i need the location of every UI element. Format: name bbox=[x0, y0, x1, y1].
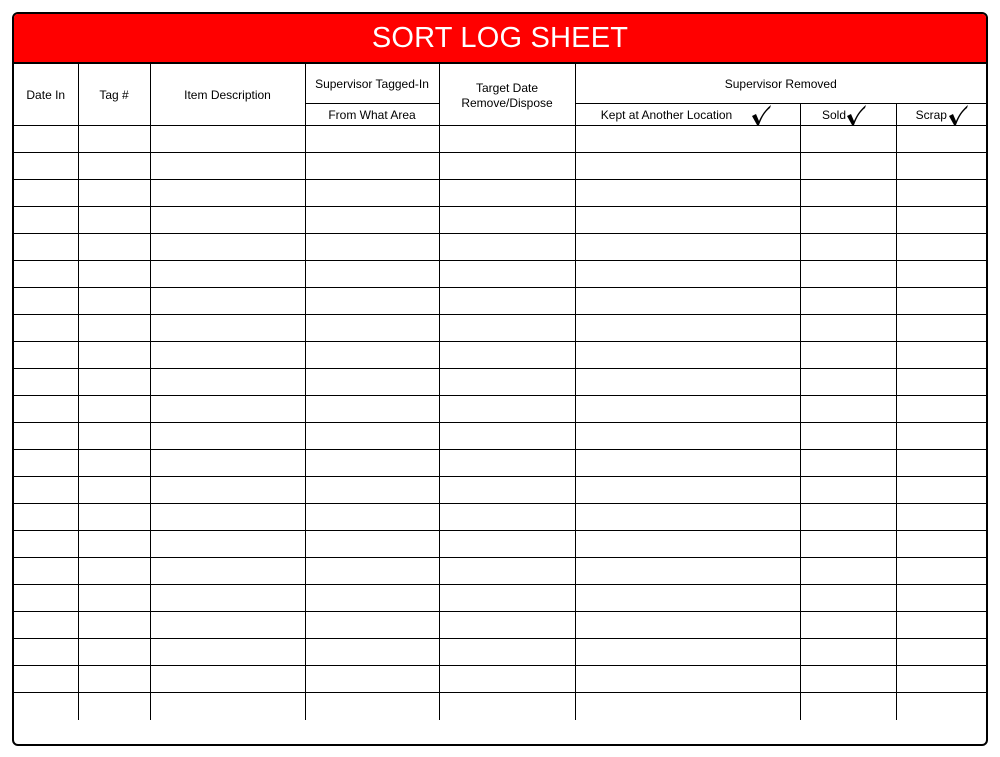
scrap-cell[interactable] bbox=[896, 342, 986, 369]
date-in-cell[interactable] bbox=[14, 396, 78, 423]
item-description-cell[interactable] bbox=[150, 342, 305, 369]
kept-at-another-location-cell[interactable] bbox=[575, 315, 800, 342]
tag-number-cell[interactable] bbox=[78, 450, 150, 477]
date-in-cell[interactable] bbox=[14, 612, 78, 639]
target-date-cell[interactable] bbox=[439, 342, 575, 369]
scrap-cell[interactable] bbox=[896, 396, 986, 423]
scrap-cell[interactable] bbox=[896, 288, 986, 315]
target-date-cell[interactable] bbox=[439, 450, 575, 477]
log-row bbox=[14, 342, 986, 369]
tag-number-cell[interactable] bbox=[78, 423, 150, 450]
log-row bbox=[14, 504, 986, 531]
target-date-cell[interactable] bbox=[439, 396, 575, 423]
from-what-area-cell[interactable] bbox=[305, 585, 439, 612]
tag-number-cell[interactable] bbox=[78, 666, 150, 693]
header-scrap-label: Scrap bbox=[915, 107, 947, 122]
target-date-cell[interactable] bbox=[439, 558, 575, 585]
header-target-date bbox=[439, 64, 575, 126]
from-what-area-cell[interactable] bbox=[305, 153, 439, 180]
from-what-area-cell[interactable] bbox=[305, 180, 439, 207]
from-what-area-cell[interactable] bbox=[305, 558, 439, 585]
checkmark-icon bbox=[947, 104, 969, 126]
date-in-cell[interactable] bbox=[14, 531, 78, 558]
log-row bbox=[14, 234, 986, 261]
sold-cell[interactable] bbox=[800, 450, 896, 477]
scrap-cell[interactable] bbox=[896, 207, 986, 234]
log-row bbox=[14, 261, 986, 288]
from-what-area-cell[interactable] bbox=[305, 639, 439, 666]
sheet-title: SORT LOG SHEET bbox=[371, 21, 629, 54]
kept-at-another-location-cell[interactable] bbox=[575, 504, 800, 531]
tag-number-cell[interactable] bbox=[78, 639, 150, 666]
from-what-area-cell[interactable] bbox=[305, 261, 439, 288]
sold-cell[interactable] bbox=[800, 207, 896, 234]
tag-number-cell[interactable] bbox=[78, 369, 150, 396]
tag-number-cell[interactable] bbox=[78, 234, 150, 261]
log-row bbox=[14, 477, 986, 504]
kept-at-another-location-cell[interactable] bbox=[575, 612, 800, 639]
scrap-cell[interactable] bbox=[896, 558, 986, 585]
scrap-cell[interactable] bbox=[896, 261, 986, 288]
item-description-cell[interactable] bbox=[150, 153, 305, 180]
sold-cell[interactable] bbox=[800, 369, 896, 396]
item-description-cell[interactable] bbox=[150, 207, 305, 234]
log-row bbox=[14, 666, 986, 693]
target-date-cell[interactable] bbox=[439, 639, 575, 666]
kept-at-another-location-cell[interactable] bbox=[575, 207, 800, 234]
target-date-cell[interactable] bbox=[439, 477, 575, 504]
sheet-title-bar bbox=[14, 14, 986, 63]
item-description-cell[interactable] bbox=[150, 288, 305, 315]
from-what-area-cell[interactable] bbox=[305, 423, 439, 450]
scrap-cell[interactable] bbox=[896, 315, 986, 342]
target-date-cell[interactable] bbox=[439, 180, 575, 207]
header-supervisor-removed: Supervisor Removed bbox=[575, 64, 986, 104]
header-sold bbox=[800, 104, 896, 126]
date-in-cell[interactable] bbox=[14, 180, 78, 207]
date-in-cell[interactable] bbox=[14, 153, 78, 180]
scrap-cell[interactable] bbox=[896, 639, 986, 666]
item-description-cell[interactable] bbox=[150, 693, 305, 720]
log-row bbox=[14, 207, 986, 234]
item-description-cell[interactable] bbox=[150, 315, 305, 342]
scrap-cell[interactable] bbox=[896, 450, 986, 477]
kept-at-another-location-cell[interactable] bbox=[575, 342, 800, 369]
date-in-cell[interactable] bbox=[14, 369, 78, 396]
date-in-cell[interactable] bbox=[14, 666, 78, 693]
target-date-cell[interactable] bbox=[439, 612, 575, 639]
tag-number-cell[interactable] bbox=[78, 612, 150, 639]
scrap-cell[interactable] bbox=[896, 180, 986, 207]
scrap-cell[interactable] bbox=[896, 369, 986, 396]
tag-number-cell[interactable] bbox=[78, 288, 150, 315]
header-scrap bbox=[896, 104, 986, 126]
sold-cell[interactable] bbox=[800, 423, 896, 450]
date-in-cell[interactable] bbox=[14, 477, 78, 504]
sold-cell[interactable] bbox=[800, 585, 896, 612]
item-description-cell[interactable] bbox=[150, 666, 305, 693]
from-what-area-cell[interactable] bbox=[305, 234, 439, 261]
kept-at-another-location-cell[interactable] bbox=[575, 450, 800, 477]
from-what-area-cell[interactable] bbox=[305, 531, 439, 558]
checkmark-icon bbox=[750, 104, 772, 126]
sold-cell[interactable] bbox=[800, 180, 896, 207]
date-in-cell[interactable] bbox=[14, 342, 78, 369]
log-row bbox=[14, 693, 986, 720]
log-row bbox=[14, 126, 986, 153]
date-in-cell[interactable] bbox=[14, 504, 78, 531]
from-what-area-cell[interactable] bbox=[305, 207, 439, 234]
item-description-cell[interactable] bbox=[150, 423, 305, 450]
from-what-area-cell[interactable] bbox=[305, 288, 439, 315]
log-row bbox=[14, 423, 986, 450]
sold-cell[interactable] bbox=[800, 396, 896, 423]
header-tag-number: Tag # bbox=[78, 64, 150, 126]
item-description-cell[interactable] bbox=[150, 396, 305, 423]
target-date-cell[interactable] bbox=[439, 234, 575, 261]
kept-at-another-location-cell[interactable] bbox=[575, 693, 800, 720]
scrap-cell[interactable] bbox=[896, 126, 986, 153]
scrap-cell[interactable] bbox=[896, 423, 986, 450]
header-date-in: Date In bbox=[14, 64, 78, 126]
sold-cell[interactable] bbox=[800, 666, 896, 693]
date-in-cell[interactable] bbox=[14, 261, 78, 288]
sold-cell[interactable] bbox=[800, 234, 896, 261]
from-what-area-cell[interactable] bbox=[305, 612, 439, 639]
log-row bbox=[14, 639, 986, 666]
date-in-cell[interactable] bbox=[14, 450, 78, 477]
kept-at-another-location-cell[interactable] bbox=[575, 558, 800, 585]
tag-number-cell[interactable] bbox=[78, 396, 150, 423]
sold-cell[interactable] bbox=[800, 693, 896, 720]
tag-number-cell[interactable] bbox=[78, 477, 150, 504]
kept-at-another-location-cell[interactable] bbox=[575, 234, 800, 261]
item-description-cell[interactable] bbox=[150, 450, 305, 477]
kept-at-another-location-cell[interactable] bbox=[575, 585, 800, 612]
kept-at-another-location-cell[interactable] bbox=[575, 531, 800, 558]
scrap-cell[interactable] bbox=[896, 612, 986, 639]
kept-at-another-location-cell[interactable] bbox=[575, 477, 800, 504]
from-what-area-cell[interactable] bbox=[305, 477, 439, 504]
header-from-what-area: From What Area bbox=[305, 104, 439, 126]
scrap-cell[interactable] bbox=[896, 531, 986, 558]
sold-cell[interactable] bbox=[800, 531, 896, 558]
target-date-cell[interactable] bbox=[439, 369, 575, 396]
log-row bbox=[14, 153, 986, 180]
scrap-cell[interactable] bbox=[896, 693, 986, 720]
target-date-cell[interactable] bbox=[439, 585, 575, 612]
item-description-cell[interactable] bbox=[150, 126, 305, 153]
kept-at-another-location-cell[interactable] bbox=[575, 153, 800, 180]
header-kept-at-another-location bbox=[575, 104, 800, 126]
date-in-cell[interactable] bbox=[14, 126, 78, 153]
from-what-area-cell[interactable] bbox=[305, 342, 439, 369]
log-table-body bbox=[14, 126, 986, 720]
date-in-cell[interactable] bbox=[14, 693, 78, 720]
target-date-cell[interactable] bbox=[439, 153, 575, 180]
tag-number-cell[interactable] bbox=[78, 531, 150, 558]
tag-number-cell[interactable] bbox=[78, 315, 150, 342]
log-row bbox=[14, 531, 986, 558]
from-what-area-cell[interactable] bbox=[305, 666, 439, 693]
from-what-area-cell[interactable] bbox=[305, 126, 439, 153]
tag-number-cell[interactable] bbox=[78, 153, 150, 180]
log-row bbox=[14, 558, 986, 585]
log-row bbox=[14, 585, 986, 612]
date-in-cell[interactable] bbox=[14, 315, 78, 342]
log-row bbox=[14, 315, 986, 342]
item-description-cell[interactable] bbox=[150, 639, 305, 666]
sold-cell[interactable] bbox=[800, 477, 896, 504]
date-in-cell[interactable] bbox=[14, 288, 78, 315]
sold-cell[interactable] bbox=[800, 504, 896, 531]
header-kept-label: Kept at Another Location bbox=[600, 107, 733, 122]
log-row bbox=[14, 612, 986, 639]
sold-cell[interactable] bbox=[800, 288, 896, 315]
target-date-cell[interactable] bbox=[439, 531, 575, 558]
kept-at-another-location-cell[interactable] bbox=[575, 666, 800, 693]
target-date-cell[interactable] bbox=[439, 423, 575, 450]
kept-at-another-location-cell[interactable] bbox=[575, 261, 800, 288]
item-description-cell[interactable] bbox=[150, 531, 305, 558]
from-what-area-cell[interactable] bbox=[305, 504, 439, 531]
log-row bbox=[14, 180, 986, 207]
item-description-cell[interactable] bbox=[150, 612, 305, 639]
tag-number-cell[interactable] bbox=[78, 261, 150, 288]
item-description-cell[interactable] bbox=[150, 234, 305, 261]
scrap-cell[interactable] bbox=[896, 153, 986, 180]
from-what-area-cell[interactable] bbox=[305, 693, 439, 720]
kept-at-another-location-cell[interactable] bbox=[575, 288, 800, 315]
sold-cell[interactable] bbox=[800, 153, 896, 180]
scrap-cell[interactable] bbox=[896, 666, 986, 693]
date-in-cell[interactable] bbox=[14, 558, 78, 585]
log-row bbox=[14, 396, 986, 423]
scrap-cell[interactable] bbox=[896, 477, 986, 504]
date-in-cell[interactable] bbox=[14, 585, 78, 612]
sold-cell[interactable] bbox=[800, 126, 896, 153]
sold-cell[interactable] bbox=[800, 639, 896, 666]
tag-number-cell[interactable] bbox=[78, 504, 150, 531]
tag-number-cell[interactable] bbox=[78, 126, 150, 153]
tag-number-cell[interactable] bbox=[78, 693, 150, 720]
log-row bbox=[14, 288, 986, 315]
scrap-cell[interactable] bbox=[896, 234, 986, 261]
item-description-cell[interactable] bbox=[150, 558, 305, 585]
item-description-cell[interactable] bbox=[150, 261, 305, 288]
target-date-cell[interactable] bbox=[439, 207, 575, 234]
header-sold-label: Sold bbox=[821, 107, 847, 122]
header-item-description: Item Description bbox=[150, 64, 305, 126]
sold-cell[interactable] bbox=[800, 342, 896, 369]
target-date-cell[interactable] bbox=[439, 315, 575, 342]
kept-at-another-location-cell[interactable] bbox=[575, 369, 800, 396]
target-date-cell[interactable] bbox=[439, 288, 575, 315]
scrap-cell[interactable] bbox=[896, 504, 986, 531]
kept-at-another-location-cell[interactable] bbox=[575, 639, 800, 666]
log-row bbox=[14, 369, 986, 396]
kept-at-another-location-cell[interactable] bbox=[575, 396, 800, 423]
from-what-area-cell[interactable] bbox=[305, 315, 439, 342]
from-what-area-cell[interactable] bbox=[305, 396, 439, 423]
sold-cell[interactable] bbox=[800, 612, 896, 639]
date-in-cell[interactable] bbox=[14, 234, 78, 261]
target-date-cell[interactable] bbox=[439, 693, 575, 720]
header-supervisor-tagged-in: Supervisor Tagged-In bbox=[305, 64, 439, 104]
log-table bbox=[14, 63, 986, 720]
target-date-cell[interactable] bbox=[439, 126, 575, 153]
scrap-cell[interactable] bbox=[896, 585, 986, 612]
sold-cell[interactable] bbox=[800, 315, 896, 342]
target-date-cell[interactable] bbox=[439, 504, 575, 531]
item-description-cell[interactable] bbox=[150, 369, 305, 396]
target-date-cell[interactable] bbox=[439, 666, 575, 693]
date-in-cell[interactable] bbox=[14, 423, 78, 450]
tag-number-cell[interactable] bbox=[78, 558, 150, 585]
log-row bbox=[14, 450, 986, 477]
date-in-cell[interactable] bbox=[14, 207, 78, 234]
tag-number-cell[interactable] bbox=[78, 585, 150, 612]
item-description-cell[interactable] bbox=[150, 585, 305, 612]
from-what-area-cell[interactable] bbox=[305, 369, 439, 396]
tag-number-cell[interactable] bbox=[78, 207, 150, 234]
tag-number-cell[interactable] bbox=[78, 342, 150, 369]
date-in-cell[interactable] bbox=[14, 639, 78, 666]
checkmark-icon bbox=[845, 104, 867, 126]
target-date-cell[interactable] bbox=[439, 261, 575, 288]
from-what-area-cell[interactable] bbox=[305, 450, 439, 477]
header-target-date-line2: Remove/Dispose bbox=[461, 95, 553, 110]
item-description-cell[interactable] bbox=[150, 477, 305, 504]
item-description-cell[interactable] bbox=[150, 180, 305, 207]
tag-number-cell[interactable] bbox=[78, 180, 150, 207]
header-target-date-line1: Target Date bbox=[475, 80, 539, 95]
sold-cell[interactable] bbox=[800, 261, 896, 288]
kept-at-another-location-cell[interactable] bbox=[575, 126, 800, 153]
kept-at-another-location-cell[interactable] bbox=[575, 180, 800, 207]
sort-log-sheet bbox=[12, 12, 988, 746]
item-description-cell[interactable] bbox=[150, 504, 305, 531]
kept-at-another-location-cell[interactable] bbox=[575, 423, 800, 450]
sold-cell[interactable] bbox=[800, 558, 896, 585]
